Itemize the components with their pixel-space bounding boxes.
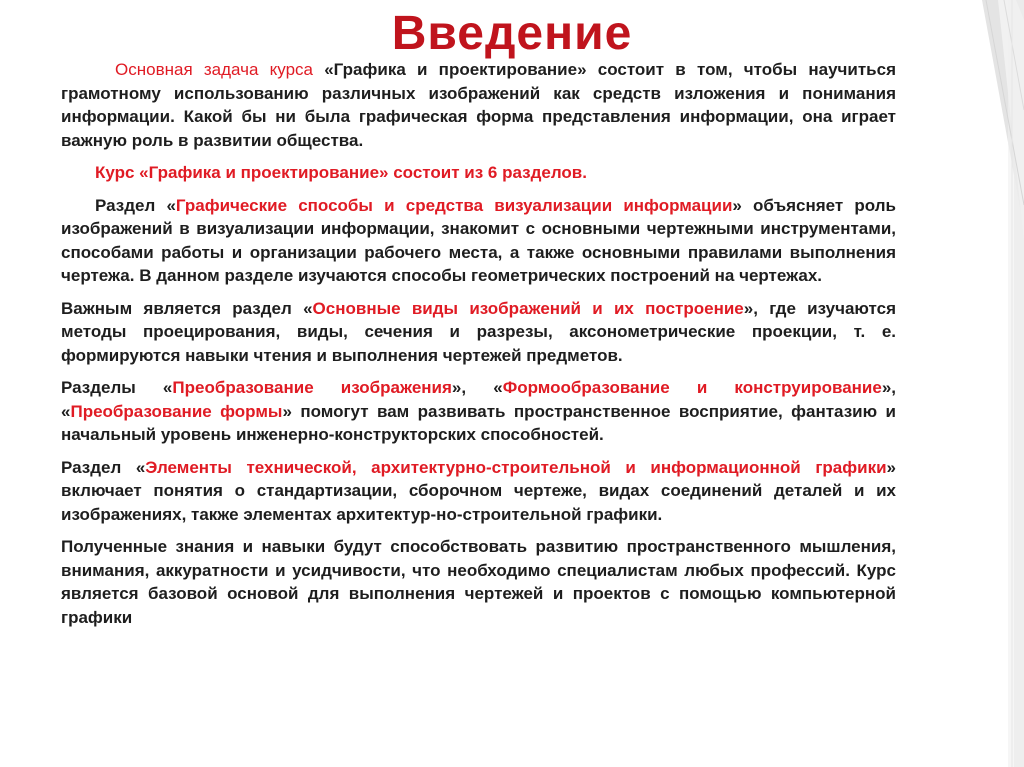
- slide-title: Введение: [391, 7, 633, 60]
- section6-prefix: Раздел «: [61, 457, 146, 477]
- sections345-text: » помогут вам развивать пространственное восприятие, фантазию и начальный уровень инженерно-конструкторских способностей.: [61, 401, 896, 444]
- section1-prefix: Раздел «: [95, 195, 176, 215]
- section1-text: » объясняет роль изображений в визуализации информации, знакомит с основными чертежными инструментами, способами работы и организации рабочего места, а также основными правилами выполнения чертежа. В данном разделе изучаются способы геометрических построений на чертежах.: [61, 195, 896, 285]
- section6-paragraph: [61, 456, 896, 527]
- section2-text: », где изучаются методы проецирования, виды, сечения и разрезы, аксонометрические проекции, т. е. формируются навыки чтения и выполнения чертежей предметов.: [61, 298, 896, 365]
- intro-rest: «Графика и проектирование» состоит в том, чтобы научиться грамотному использованию различных изображений как средств изложения и понимания информации. Какой бы ни была графическая форма представления информации, она играет важную роль в развитии общества.: [61, 60, 897, 150]
- intro-lead: Основная задача курса: [115, 60, 313, 79]
- intro-paragraph: [61, 58, 896, 152]
- section2-title: Основные виды изображений и их построение: [312, 298, 744, 318]
- section2-paragraph: [61, 297, 896, 368]
- sections-count-paragraph: Курс «Графика и проектирование» состоит из 6 разделов.: [95, 163, 587, 182]
- section2-prefix: Важным является раздел «: [61, 298, 313, 318]
- section1-paragraph: [61, 194, 896, 288]
- sections345-paragraph: [61, 376, 896, 447]
- sections345-prefix: Разделы «: [61, 378, 173, 397]
- section6-text: » включает понятия о стандартизации, сборочном чертеже, видах соединений деталей и их изображениях, также элементах архитектур-но-строительной графики.: [61, 457, 896, 524]
- conclusion-paragraph: Полученные знания и навыки будут способствовать развитию пространственного мышления, внимания, аккуратности и усидчивости, что необходимо специалистам любых профессий. Курс является базовой основой для выполнения чертежей и проектов с помощью компьютерной графики: [61, 537, 896, 627]
- section3-title: Преобразование изображения: [172, 378, 452, 397]
- slide-body: [61, 58, 896, 629]
- section1-title: Графические способы и средства визуализации информации: [175, 195, 733, 215]
- section6-title: Элементы технической, архитектурно-строительной и информационной графики: [145, 457, 887, 477]
- section5-title: Преобразование формы: [70, 401, 283, 421]
- corner-decoration: [964, 0, 1024, 767]
- sections345-sep2: », «: [61, 378, 897, 421]
- section4-title: Формообразование и конструирование: [502, 378, 882, 397]
- sections345-sep1: », «: [451, 378, 503, 397]
